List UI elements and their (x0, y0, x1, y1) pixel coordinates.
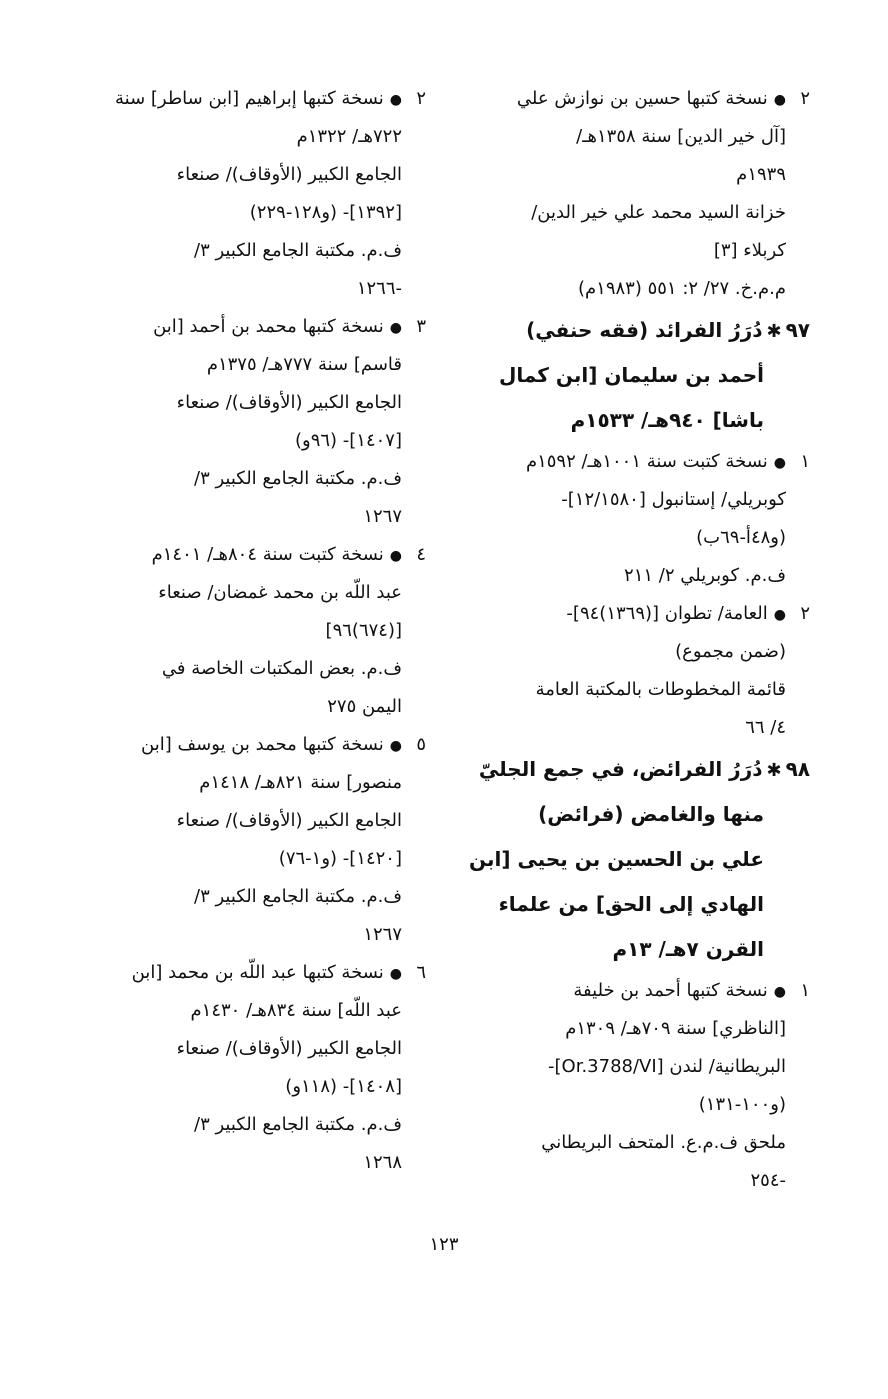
entry-line: ف.م. مكتبة الجامع الكبير ٣/ (193, 1114, 402, 1135)
entry-text: نسخة كتبها أحمد بن خليفة (573, 980, 768, 1001)
entry-first-line (88, 80, 426, 118)
manuscript-entry (88, 726, 426, 954)
entry-line: أحمد بن سليمان [ابن كمال (499, 363, 764, 387)
entry-line: [١٤٢٠]- (و١-٧٦) (278, 848, 402, 869)
entry-line: قاسم] سنة ٧٧٧هـ/ ١٣٧٥م (206, 354, 402, 375)
manuscript-entry (88, 308, 426, 536)
entry-line: (و١٠٠-١٣١) (698, 1094, 786, 1115)
entry-text: دُرَرُ الفرائد (فقه حنفي) (526, 318, 763, 342)
entry-number: ٩٧ (785, 318, 810, 342)
entry-line: خزانة السيد محمد علي خير الدين/ (531, 202, 786, 223)
entry-first-line (88, 726, 426, 764)
entry-first-line (88, 308, 426, 346)
catalog-title-entry (470, 747, 810, 972)
entry-number: ٣ (416, 316, 426, 337)
entry-line: ف.م. بعض المكتبات الخاصة في (161, 658, 402, 679)
entry-number: ٢ (416, 88, 426, 109)
entry-line: ١٢٦٨ (363, 1152, 402, 1173)
entry-line: عبد اللّه بن محمد غمضان/ صنعاء (158, 582, 402, 603)
entry-first-line (470, 595, 810, 633)
entry-line: منها والغامض (فرائض) (538, 802, 764, 826)
entry-line: [الناظري] سنة ٧٠٩هـ/ ١٣٠٩م (565, 1018, 786, 1039)
right-column (470, 80, 810, 1200)
entry-first-line (88, 954, 426, 992)
entry-line: علي بن الحسين بن يحيى [ابن (468, 847, 764, 871)
entry-text: نسخة كتبها محمد بن أحمد [ابن (153, 316, 384, 337)
entry-line: م.م.خ. ٢٧/ ٢: ٥٥١ (١٩٨٣م) (577, 278, 786, 299)
catalog-title-entry (470, 308, 810, 443)
manuscript-entry (470, 972, 810, 1200)
entry-line: [١٤٠٨]- (١١٨و) (285, 1076, 402, 1097)
entry-line: ف.م. كوبريلي ٢/ ٢١١ (624, 565, 786, 586)
entry-number: ٥ (416, 734, 426, 755)
bullet-icon: ● (389, 92, 402, 108)
entry-text: نسخة كتبها محمد بن يوسف [ابن (141, 734, 384, 755)
entry-line: الجامع الكبير (الأوقاف)/ صنعاء (176, 810, 402, 831)
manuscript-entry (470, 80, 810, 308)
entry-line: الهادي إلى الحق] من علماء (498, 892, 764, 916)
entry-line: ف.م. مكتبة الجامع الكبير ٣/ (193, 240, 402, 261)
entry-text: دُرَرُ الفرائض، في جمع الجليّ (478, 757, 763, 781)
entry-line: -١٢٦٦ (356, 278, 402, 299)
entry-number: ١ (800, 451, 810, 472)
entry-line: قائمة المخطوطات بالمكتبة العامة (535, 679, 786, 700)
manuscript-entry (88, 80, 426, 308)
bullet-icon: ● (389, 738, 402, 754)
entry-line: باشا] ٩٤٠هـ/ ١٥٣٣م (570, 408, 764, 432)
entry-line: الجامع الكبير (الأوقاف)/ صنعاء (176, 1038, 402, 1059)
manuscript-entry (88, 536, 426, 726)
manuscript-entry (470, 443, 810, 595)
entry-text: نسخة كتبت سنة ٨٠٤هـ/ ١٤٠١م (151, 544, 384, 565)
page-number: ١٢٣ (429, 1234, 459, 1255)
entry-number: ٤ (416, 544, 426, 565)
star-icon: ✱ (766, 760, 782, 781)
entry-first-line (470, 308, 810, 353)
manuscript-entry (470, 595, 810, 747)
bullet-icon: ● (773, 607, 786, 623)
entry-line: كربلاء [٣] (713, 240, 786, 261)
left-column (88, 80, 426, 1182)
entry-line: ملحق ف.م.ع. المتحف البريطاني (541, 1132, 786, 1153)
entry-number: ١ (800, 980, 810, 1001)
entry-text: العامة/ تطوان [(١٣٦٩)٩٤]- (566, 603, 768, 624)
entry-text: نسخة كتبها حسين بن نوازش علي (516, 88, 768, 109)
entry-text: نسخة كتبها عبد اللّه بن محمد [ابن (131, 962, 384, 983)
entry-line: القرن ٧هـ/ ١٣م (612, 937, 764, 961)
entry-first-line (470, 747, 810, 792)
entry-line: -٢٥٤ (750, 1170, 786, 1191)
entry-first-line (470, 443, 810, 481)
entry-line: الجامع الكبير (الأوقاف)/ صنعاء (176, 164, 402, 185)
entry-line: اليمن ٢٧٥ (327, 696, 402, 717)
bullet-icon: ● (773, 92, 786, 108)
entry-line: (و٤٨أ-٦٩ب) (696, 527, 786, 548)
entry-line: ١٢٦٧ (363, 506, 402, 527)
entry-text: نسخة كتبت سنة ١٠٠١هـ/ ١٥٩٢م (525, 451, 768, 472)
entry-line: الجامع الكبير (الأوقاف)/ صنعاء (176, 392, 402, 413)
entry-line: ١٩٣٩م (736, 164, 786, 185)
entry-number: ٢ (800, 88, 810, 109)
bullet-icon: ● (773, 984, 786, 1000)
entry-text: نسخة كتبها إبراهيم [ابن ساطر] سنة (115, 88, 384, 109)
entry-number: ٢ (800, 603, 810, 624)
entry-number: ٦ (416, 962, 426, 983)
bullet-icon: ● (389, 966, 402, 982)
entry-line: [آل خير الدين] سنة ١٣٥٨هـ/ (576, 126, 786, 147)
entry-line: كوبريلي/ إستانبول [١٢/١٥٨٠]- (561, 489, 786, 510)
star-icon: ✱ (766, 321, 782, 342)
entry-first-line (470, 972, 810, 1010)
manuscript-entry (88, 954, 426, 1182)
entry-line: ف.م. مكتبة الجامع الكبير ٣/ (193, 468, 402, 489)
entry-line: [(٦٧٤)٩٦] (325, 620, 402, 641)
entry-number: ٩٨ (785, 757, 810, 781)
bullet-icon: ● (389, 548, 402, 564)
bullet-icon: ● (773, 455, 786, 471)
entry-line: [١٣٩٢]- (و١٢٨-٢٢٩) (249, 202, 402, 223)
entry-first-line (470, 80, 810, 118)
entry-line: ٧٢٢هـ/ ١٣٢٢م (296, 126, 402, 147)
entry-line: ٤/ ٦٦ (745, 717, 786, 738)
entry-line: منصور] سنة ٨٢١هـ/ ١٤١٨م (199, 772, 402, 793)
entry-first-line (88, 536, 426, 574)
bullet-icon: ● (389, 320, 402, 336)
entry-line: البريطانية/ لندن [Or.3788/VI]- (548, 1056, 786, 1077)
entry-line: عبد اللّه] سنة ٨٣٤هـ/ ١٤٣٠م (190, 1000, 402, 1021)
entry-line: (ضمن مجموع) (675, 641, 786, 662)
entry-line: [١٤٠٧]- (٩٦و) (294, 430, 402, 451)
entry-line: ف.م. مكتبة الجامع الكبير ٣/ (193, 886, 402, 907)
entry-line: ١٢٦٧ (363, 924, 402, 945)
